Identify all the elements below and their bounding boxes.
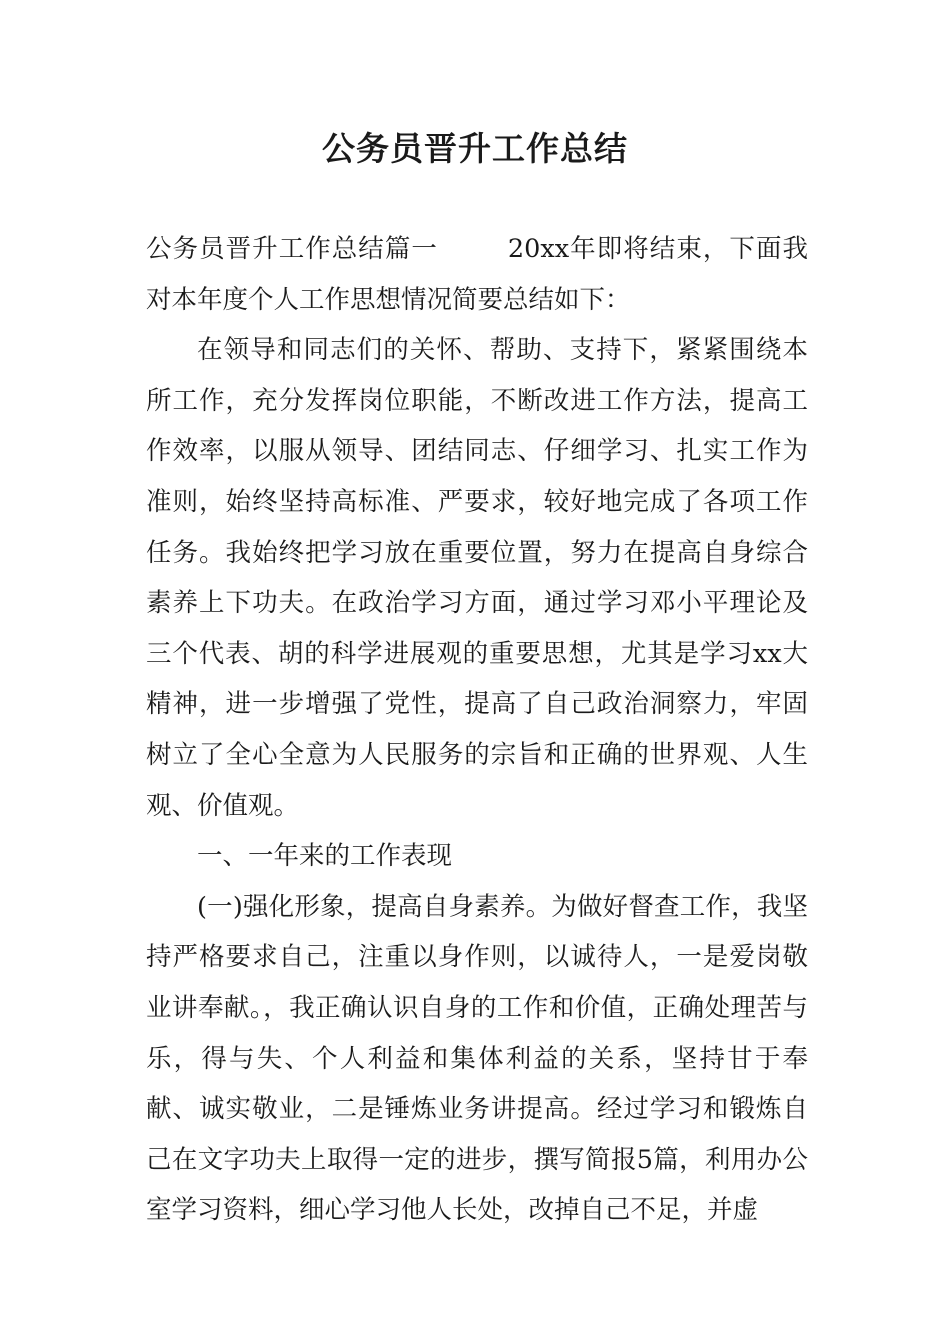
document-body xyxy=(146,224,808,1236)
document-title: 公务员晋升工作总结 xyxy=(322,129,628,168)
intro-paragraph xyxy=(146,224,808,325)
paragraph-leadership: 在领导和同志们的关怀、帮助、支持下，紧紧围绕本所工作，充分发挥岗位职能，不断改进工作方法，提高工作效率，以服从领导、团结同志、仔细学习、扎实工作为准则，始终坚持高标准、严要求，较好地完成了各项工作任务。我始终把学习放在重要位置，努力在提高自身综合素养上下功夫。在政治学习方面，通过学习邓小平理论及三个代表、胡的科学进展观的重要思想，尤其是学习xx大精神，进一步增强了党性，提高了自己政治洞察力，牢固树立了全心全意为人民服务的宗旨和正确的世界观、人生观、价值观。 xyxy=(146,335,808,821)
intro-text: 20xx年即将结束，下面我对本年度个人工作思想情况简要总结如下： xyxy=(146,234,808,315)
section-heading-work-performance: 一、一年来的工作表现 xyxy=(197,841,453,872)
paragraph-strengthen-image: (一)强化形象，提高自身素养。为做好督查工作，我坚持严格要求自己，注重以身作则，以诚待人，一是爱岗敬业讲奉献。，我正确认识自身的工作和价值，正确处理苦与乐，得与失、个人利益和集体利益的关系，坚持甘于奉献、诚实敬业，二是锤炼业务讲提高。经过学习和锻炼自己在文字功夫上取得一定的进步，撰写简报5篇，利用办公室学习资料，细心学习他人长处，改掉自己不足，并虚 xyxy=(146,891,808,1226)
intro-heading: 公务员晋升工作总结篇一 xyxy=(146,234,438,264)
